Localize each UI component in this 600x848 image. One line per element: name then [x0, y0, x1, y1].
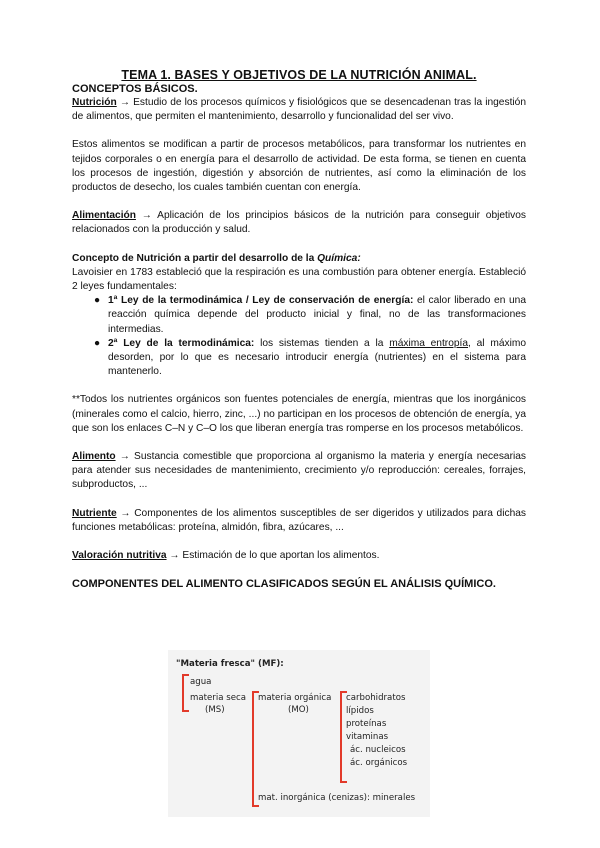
diagram-ms: (MS)	[205, 705, 225, 715]
nutricion-text: → Estudio de los procesos químicos y fisiológicos que se desencadenan tras la ingestión de alimentos, que permiten el mantenimiento, desarrollo y funcionalidad del ser vivo.	[72, 97, 526, 123]
diagram-organic-item: carbohidratos	[346, 693, 406, 703]
document-page	[72, 68, 526, 591]
componentes-heading: COMPONENTES DEL ALIMENTO CLASIFICADOS SEGÚN EL ANÁLISIS QUÍMICO.	[72, 578, 496, 591]
alimentacion-paragraph	[72, 209, 526, 237]
diagram-organic-item: ác. nucleicos	[350, 745, 406, 755]
law2-text-a: los sistemas tienden a la	[254, 337, 390, 349]
valoracion-paragraph	[72, 549, 526, 563]
bracket-ms	[252, 691, 259, 807]
alimento-term: Alimento	[72, 451, 116, 463]
bullet-icon: ●	[94, 337, 101, 349]
quimica-heading	[72, 252, 526, 266]
bracket-mf	[182, 674, 189, 712]
valoracion-term: Valoración nutritiva	[72, 550, 167, 562]
diagram-organic-item: ác. orgánicos	[350, 758, 408, 768]
diagram-mo: (MO)	[288, 705, 309, 715]
alimentos-paragraph: Estos alimentos se modifican a partir de procesos metabólicos, para transformar los nutrientes en tejidos corporales o en energía para el desarrollo de actividad. De esta forma, se tienen en cuenta los procesos de ingestión, digestión y absorción de nutrientes, así como la eliminación de los productos de desecho, los cuales también cuentan con energía.	[72, 139, 526, 194]
diagram-organic-item: lípidos	[346, 706, 374, 716]
law1-title: 1ª Ley de la termodinámica / Ley de conservación de energía:	[108, 295, 414, 307]
alimentacion-term: Alimentación	[72, 210, 136, 222]
note-paragraph: **Todos los nutrientes orgánicos son fuentes potenciales de energía, mientras que los inorgánicos (minerales como el calcio, hierro, zinc, ...) no participan en los procesos de obtención de energía, ya que son los enlaces C–N y C–O los que liberan energía tras romperse en los procesos metabólicos.	[72, 394, 526, 434]
valoracion-text: → Estimación de lo que aportan los alimentos.	[166, 550, 380, 562]
components-diagram	[168, 650, 430, 817]
diagram-organic-item: proteínas	[346, 719, 387, 729]
list-item	[94, 294, 526, 337]
list-item	[94, 337, 526, 380]
nutricion-term: Nutrición	[72, 97, 117, 108]
law2-text-b: , al máximo desorden, por lo que es necesario introducir energía (nutrientes) en el sistema para mantenerlo.	[108, 337, 526, 378]
bullet-icon: ●	[94, 295, 101, 307]
quimica-heading-prefix: Concepto de Nutrición a partir del desarrollo de la	[72, 252, 318, 264]
diagram-agua: agua	[190, 677, 212, 687]
nutriente-paragraph	[72, 507, 526, 535]
laws-list	[72, 294, 526, 379]
diagram-organic-item: vitaminas	[346, 732, 389, 742]
alimento-text: → Sustancia comestible que proporciona al organismo la materia y energía necesarias para atender sus necesidades de mantenimiento, crecimiento y/o reproducción: cereales, forrajes, subproductos, ...	[72, 451, 526, 491]
quimica-intro: Lavoisier en 1783 estableció que la respiración es una combustión para obtener energía. Estableció 2 leyes fundamentales:	[72, 266, 526, 293]
nutriente-text: → Componentes de los alimentos susceptibles de ser digeridos y utilizados para dichas funciones metabólicas: proteína, almidón, fibra, azúcares, ...	[72, 507, 526, 533]
diagram-root-label: "Materia fresca" (MF):	[176, 659, 284, 669]
quimica-heading-italic: Química:	[317, 252, 361, 264]
law2-underlined: máxima entropía	[389, 337, 469, 349]
diagram-inorganica: mat. inorgánica (cenizas): minerales	[258, 793, 416, 803]
law2-title: 2ª Ley de la termodinámica:	[108, 337, 255, 349]
nutriente-term: Nutriente	[72, 507, 117, 519]
nutricion-paragraph	[72, 96, 526, 124]
diagram-materia-organica: materia orgánica	[258, 693, 332, 703]
alimento-paragraph	[72, 450, 526, 493]
page-title: TEMA 1. BASES Y OBJETIVOS DE LA NUTRICIÓN ANIMAL.	[121, 68, 477, 82]
conceptos-heading: CONCEPTOS BÁSICOS.	[72, 83, 198, 95]
alimentacion-text: → Aplicación de los principios básicos de la nutrición para conseguir objetivos relacionados con la producción y salud.	[72, 210, 526, 236]
diagram-materia-seca: materia seca	[190, 693, 246, 703]
law1-text: el calor liberado en una reacción química depende del producto inicial y final, no de las transformaciones intermedias.	[108, 295, 526, 335]
